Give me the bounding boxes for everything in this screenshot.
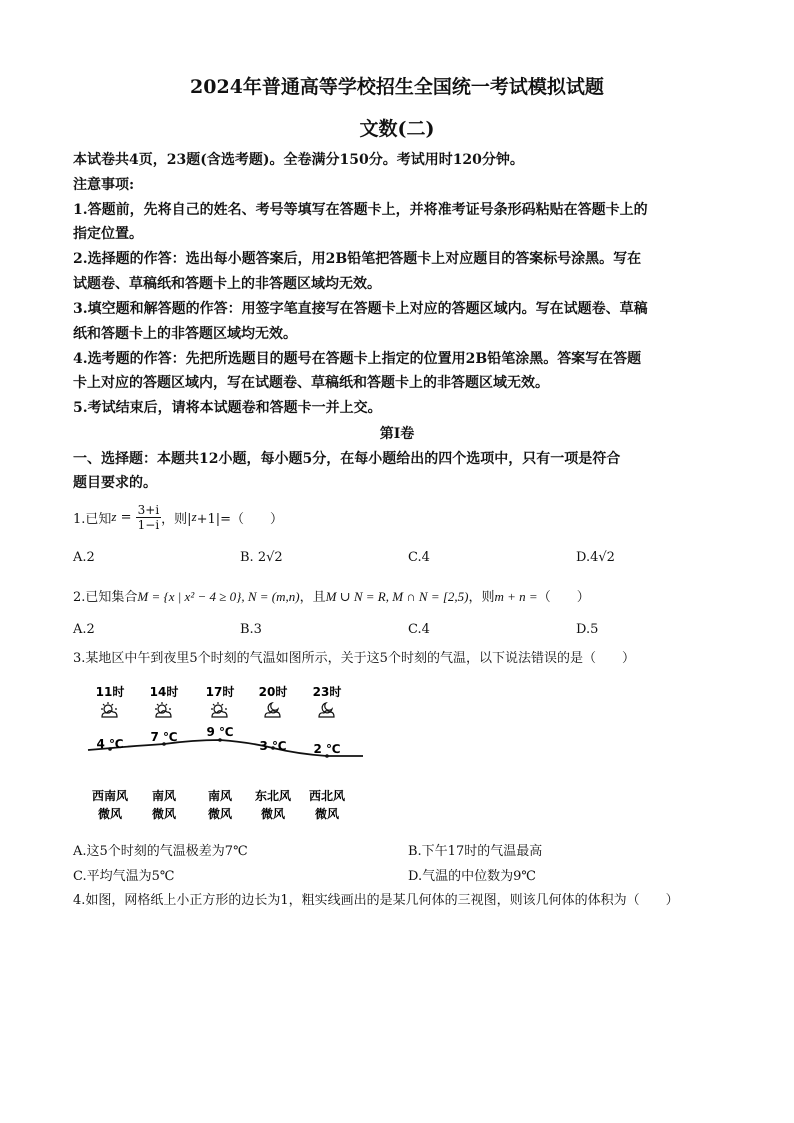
question-2 bbox=[73, 586, 733, 605]
time-label: 17时 bbox=[205, 685, 235, 699]
section-heading-cont: 题目要求的。 bbox=[73, 475, 157, 491]
notice-line: 2.选择题的作答：选出每小题答案后，用2B铅笔把答题卡上对应题目的答案标号涂黑。写在 bbox=[73, 251, 642, 267]
question-1 bbox=[73, 497, 733, 537]
q1-prefix: 1.已知 bbox=[73, 511, 112, 527]
intro-text: 本试卷共4页，23题(含选考题)。全卷满分150分。考试用时120分钟。 bbox=[73, 152, 524, 168]
wind-direction: 东北风 bbox=[254, 789, 292, 803]
q2-text-pre: 2.已知集合 bbox=[73, 590, 138, 605]
notice-line: 1.答题前，先将自己的姓名、考号等填写在答题卡上，并将准考证号条形码粘贴在答题卡上的 bbox=[73, 202, 648, 218]
q1-option-a: A.2 bbox=[73, 550, 95, 565]
q2-text-mid: ，且 bbox=[299, 590, 326, 605]
temp-label: 4 ℃ bbox=[96, 737, 124, 751]
temp-label: 3 ℃ bbox=[259, 739, 287, 753]
q1-tail: +1|=（ ） bbox=[196, 511, 284, 527]
q3-option-b: B.下午17时的气温最高 bbox=[408, 844, 543, 859]
q1-option-d: D.4√2 bbox=[576, 550, 615, 565]
q2-tail: （ ） bbox=[537, 590, 590, 605]
q2-text-post: ，则 bbox=[468, 590, 495, 605]
q1-suffix: ，则| bbox=[161, 511, 192, 527]
exam-subtitle: 文数(二) bbox=[359, 118, 435, 140]
q1-option-c: C.4 bbox=[408, 550, 430, 565]
sunny-cloudy-icon bbox=[101, 702, 117, 717]
wind-direction: 南风 bbox=[207, 789, 233, 803]
q1-expr: z bbox=[191, 509, 197, 524]
q1-eq: = bbox=[116, 509, 136, 525]
weather-figure bbox=[73, 678, 373, 828]
q2-set: M = {x | x² − 4 ≥ 0}, N = (m,n) bbox=[137, 589, 300, 604]
notice-line: 卡上对应的答题区域内，写在试题卷、草稿纸和答题卡上的非答题区域无效。 bbox=[73, 375, 549, 391]
section-heading: 一、选择题：本题共12小题，每小题5分，在每小题给出的四个选项中，只有一项是符合 bbox=[73, 451, 621, 467]
wind-direction: 西北风 bbox=[308, 789, 346, 803]
time-label: 14时 bbox=[149, 685, 179, 699]
q3-option-a: A.这5个时刻的气温极差为7℃ bbox=[73, 844, 248, 859]
q3-option-c: C.平均气温为5℃ bbox=[73, 869, 175, 884]
notice-line: 纸和答题卡上的非答题区域均无效。 bbox=[73, 326, 297, 342]
wind-direction: 南风 bbox=[151, 789, 177, 803]
wind-level: 微风 bbox=[151, 807, 177, 821]
notice-line: 指定位置。 bbox=[73, 226, 143, 242]
q1-option-b: B. 2√2 bbox=[240, 550, 283, 565]
question-3: 3.某地区中午到夜里5个时刻的气温如图所示，关于这5个时刻的气温，以下说法错误的是（ ） bbox=[73, 651, 635, 666]
temp-label: 7 ℃ bbox=[150, 730, 178, 744]
cloudy-night-icon bbox=[319, 703, 334, 717]
q1-fraction bbox=[136, 503, 162, 532]
q2-ask: m + n = bbox=[494, 589, 538, 604]
q1-denominator: 1−i bbox=[137, 517, 160, 532]
cloudy-night-icon bbox=[265, 703, 280, 717]
wind-level: 微风 bbox=[314, 807, 340, 821]
time-label: 20时 bbox=[258, 685, 288, 699]
part-heading: 第Ⅰ卷 bbox=[379, 426, 415, 442]
time-label: 23时 bbox=[312, 685, 342, 699]
sunny-cloudy-icon bbox=[211, 702, 227, 717]
q2-option-a: A.2 bbox=[73, 622, 95, 637]
time-label: 11时 bbox=[95, 685, 125, 699]
sunny-cloudy-icon bbox=[155, 702, 171, 717]
temp-label: 9 ℃ bbox=[206, 725, 234, 739]
q2-option-b: B.3 bbox=[240, 622, 262, 637]
q2-option-c: C.4 bbox=[408, 622, 430, 637]
q3-option-d: D.气温的中位数为9℃ bbox=[408, 869, 536, 884]
wind-level: 微风 bbox=[97, 807, 123, 821]
notice-line: 5.考试结束后，请将本试题卷和答题卡一并上交。 bbox=[73, 400, 382, 416]
notice-line: 试题卷、草稿纸和答题卡上的非答题区域均无效。 bbox=[73, 276, 381, 292]
q2-condition: M ∪ N = R, M ∩ N = [2,5) bbox=[325, 589, 469, 604]
notice-line: 4.选考题的作答：先把所选题目的题号在答题卡上指定的位置用2B铅笔涂黑。答案写在答题 bbox=[73, 351, 642, 367]
exam-title: 2024年普通高等学校招生全国统一考试模拟试题 bbox=[190, 76, 604, 98]
notice-line: 3.填空题和解答题的作答：用签字笔直接写在答题卡上对应的答题区域内。写在试题卷、草稿 bbox=[73, 301, 648, 317]
wind-level: 微风 bbox=[260, 807, 286, 821]
q1-var: z bbox=[111, 509, 117, 524]
q1-numerator: 3+i bbox=[137, 502, 160, 517]
wind-level: 微风 bbox=[207, 807, 233, 821]
temp-label: 2 ℃ bbox=[313, 742, 341, 756]
question-4: 4.如图，网格纸上小正方形的边长为1，粗实线画出的是某几何体的三视图，则该几何体的体积为（ ） bbox=[73, 893, 679, 908]
notice-heading: 注意事项: bbox=[73, 177, 135, 193]
wind-direction: 西南风 bbox=[91, 789, 129, 803]
q2-option-d: D.5 bbox=[576, 622, 599, 637]
